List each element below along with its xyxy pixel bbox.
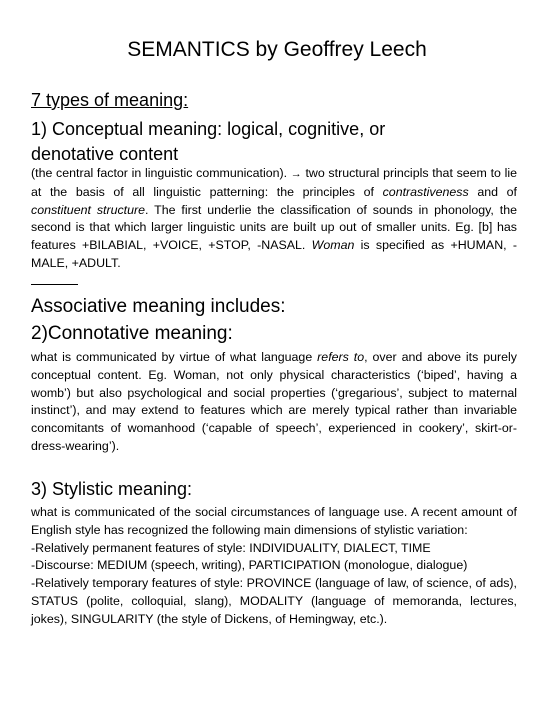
conceptual-text-3: and of — [468, 184, 517, 199]
stylistic-item-temporary: -Relatively temporary features of style: PROVINCE (language of law, of science, of ads), STATUS (polite, colloquial, slang), MODALITY (language of memoranda, lectures, jokes), SINGULARITY (the style of Dickens, of Hemingway, etc.). — [31, 576, 517, 626]
stylistic-paragraph — [31, 504, 517, 629]
types-heading: 7 types of meaning: — [31, 90, 189, 110]
conceptual-em-woman: Woman — [311, 238, 355, 253]
conceptual-em-contrastiveness: contrastiveness — [382, 184, 469, 199]
stylistic-heading: 3) Stylistic meaning: — [31, 479, 193, 499]
conceptual-text-5: is specified as +HUMAN, -MALE, +ADULT. — [31, 238, 518, 270]
conceptual-text-4: . The first underlie the classification of sounds in phonology, the second is that which larger linguistic units are built up out of smaller units. Eg. [b] has features +BILABIAL, +VOICE, +STOP, -NASAL. — [31, 202, 517, 253]
conceptual-text-2: two structural principls that seem to lie at the basis of all linguistic patterning: the principles of — [31, 166, 517, 199]
stylistic-item-discourse: -Discourse: MEDIUM (speech, writing), PARTICIPATION (monologue, dialogue) — [31, 558, 468, 573]
conceptual-em-constituent: constituent structure — [31, 202, 146, 217]
separator-line — [31, 284, 78, 285]
arrow-icon: → — [290, 168, 302, 180]
conceptual-paragraph — [31, 165, 517, 273]
conceptual-heading — [31, 117, 521, 167]
connotative-em-refers-to: refers to — [317, 350, 365, 364]
connotative-paragraph — [31, 349, 517, 456]
conceptual-heading-line2: denotative content — [31, 144, 179, 164]
page-title: SEMANTICS by Geoffrey Leech — [127, 38, 427, 61]
stylistic-item-permanent: -Relatively permanent features of style: INDIVIDUALITY, DIALECT, TIME — [31, 540, 431, 555]
stylistic-intro: what is communicated of the social circumstances of language use. A recent amount of English style has recognized the following main dimensions of stylistic variation: — [31, 505, 517, 537]
conceptual-text-1: (the central factor in linguistic communication). — [31, 166, 288, 180]
connotative-text-1: what is communicated by virtue of what language — [31, 350, 318, 364]
connotative-text-2: , over and above its purely conceptual content. Eg. Woman, not only physical characteristics (‘biped’, having a womb’) but also psychological and social properties (‘gregarious’, subject to maternal instinct’), and may extend to features which are merely typical rather than invariable concomitants of womanhood (‘capable of speech’, experienced in cookery’, skirt-or-dress-wearing’). — [31, 350, 517, 453]
connotative-heading: 2)Connotative meaning: — [31, 323, 233, 344]
conceptual-heading-line1: 1) Conceptual meaning: logical, cognitive, or — [31, 119, 386, 139]
associative-heading: Associative meaning includes: — [31, 296, 286, 317]
